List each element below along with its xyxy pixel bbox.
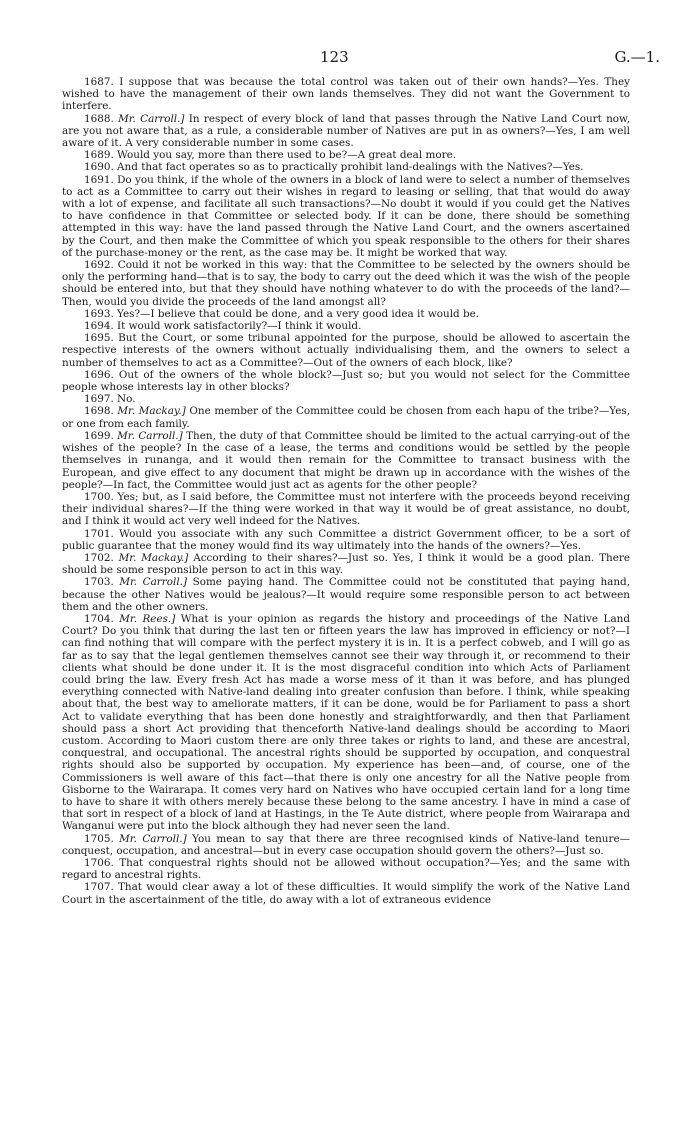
question-number: 1699. bbox=[84, 429, 114, 442]
question-number: 1698. bbox=[84, 405, 114, 418]
paragraph bbox=[62, 405, 630, 429]
speaker-name: Mr. Carroll.] bbox=[119, 576, 187, 589]
question-number: 1688. bbox=[84, 112, 114, 125]
paragraph-text: One member of the Committee could be chosen from each hapu of the tribe?—Yes, or one from each family. bbox=[62, 405, 631, 430]
speaker-name: Mr. Mackay.] bbox=[118, 551, 189, 564]
paragraph-text: 1687. I suppose that was because the total control was taken out of their own hands?—Yes. They wished to have the management of their own lands themselves. They did not want the Government to interfere. bbox=[62, 76, 630, 113]
question-number: 1704. bbox=[84, 612, 114, 625]
paragraph bbox=[62, 149, 630, 161]
paragraph bbox=[62, 576, 630, 613]
paragraph bbox=[62, 393, 630, 405]
document-reference: G.—1. bbox=[614, 48, 660, 66]
paragraph-text: 1690. And that fact operates so as to practically prohibit land-dealings with the Natives?—Yes. bbox=[84, 161, 584, 174]
paragraph-text: You mean to say that there are three recognised kinds of Native-land tenure—conquest, occupation, and ancestral—but in every case occupation should govern the others?—Just so. bbox=[62, 832, 630, 857]
page-number: 123 bbox=[320, 48, 349, 66]
paragraph-text: In respect of every block of land that passes through the Native Land Court now, are you not aware that, as a rule, a considerable number of Natives are put in as owners?—Yes, I am well aware of it. A very considerable number in some cases. bbox=[62, 112, 630, 150]
paragraph bbox=[62, 491, 630, 528]
paragraph-text: 1700. Yes; but, as I said before, the Committee must not interfere with the proceeds beyond receiving their individual shares?—If the thing were worked in that way it would be of great assistance, no doubt, and I think it would act very well indeed for the Natives. bbox=[62, 490, 630, 528]
paragraph bbox=[62, 308, 630, 320]
paragraph bbox=[62, 76, 630, 113]
paragraph bbox=[62, 174, 630, 259]
paragraph-text: According to their shares?—Just so. Yes, I think it would be a good plan. There should be some responsible person to act in this way. bbox=[62, 551, 630, 577]
speaker-name: Mr. Carroll.] bbox=[117, 429, 183, 442]
paragraph bbox=[62, 161, 630, 173]
paragraph-text: 1695. But the Court, or some tribunal appointed for the purpose, should be allowed to ascertain the respective interests of the owners without actually individualising them, and the owners to select a number of themselves to act as a Committee?—Out of the owners of each block, like? bbox=[62, 332, 630, 369]
paragraph bbox=[62, 552, 630, 576]
paragraph bbox=[62, 320, 630, 332]
paragraph bbox=[62, 613, 630, 833]
question-number: 1702. bbox=[84, 551, 114, 564]
paragraph-text: 1701. Would you associate with any such Committee a district Government officer, to be a sort of public guarantee that the money would find its way ultimately into the hands of the owners?—Yes. bbox=[62, 527, 630, 552]
paragraph bbox=[62, 881, 630, 905]
paragraph-text: 1689. Would you say, more than there used to be?—A great deal more. bbox=[84, 149, 457, 162]
paragraph-text: Some paying hand. The Committee could not be constituted that paying hand, because the other Natives would be jealous?—It would require some responsible person to act between them and the other owners. bbox=[62, 576, 630, 613]
speaker-name: Mr. Carroll.] bbox=[119, 832, 187, 845]
paragraph-text: 1707. That would clear away a lot of these difficulties. It would simplify the work of the Native Land Court in the ascertainment of the title, do away with a lot of extraneous evidence bbox=[62, 881, 630, 906]
paragraph bbox=[62, 259, 630, 308]
paragraph-text: 1692. Could it not be worked in this way: that the Committee to be selected by the owners should be only the performing hand—that is to say, the body to carry out the deed which it was the wish of the people should be entered into, but that they should have nothing whatever to do with the proceeds of the land?—Then, would you divide the proceeds of the land amongst all? bbox=[62, 259, 630, 308]
paragraph-text: 1694. It would work satisfactorily?—I think it would. bbox=[84, 320, 362, 333]
page-header bbox=[0, 48, 700, 72]
paragraph bbox=[62, 833, 630, 857]
document-body bbox=[62, 76, 630, 906]
paragraph-text: 1693. Yes?—I believe that could be done, and a very good idea it would be. bbox=[84, 307, 480, 320]
question-number: 1703. bbox=[84, 576, 114, 589]
paragraph bbox=[62, 857, 630, 881]
speaker-name: Mr. Carroll.] bbox=[118, 112, 185, 125]
paragraph-text: Then, the duty of that Committee should be limited to the actual carrying-out of the wishes of the people? In the case of a lease, the terms and conditions would be settled by the people themselves in runanga, and it would then remain for the Committee to transact business with the European, and give effect to any document that might be drawn up in accordance with the wishes of the people?—In fact, the Committee would just act as agents for the other people? bbox=[62, 429, 630, 491]
paragraph bbox=[62, 332, 630, 369]
paragraph-text: 1697. No. bbox=[84, 393, 136, 406]
paragraph bbox=[62, 369, 630, 393]
paragraph-text: What is your opinion as regards the history and proceedings of the Native Land Court? Do you think that during the last ten or fifteen years the law has improved in efficiency or not?—I can find nothing that will compare with the perfect mystery it is in. It is a perfect cobweb, and I will go as far as to say that the legal gentlemen themselves cannot see their way through it, or recommend to their clients what should be done under it. It is the most disgraceful condition into which Acts of Parliament could bring the law. Every fresh Act has made a worse mess of it than it was before, and has plunged everything connected with Native-land dealing into greater confusion than before. I think, while speaking about that, the best way to ameliorate matters, if it can be done, would be for Parliament to pass a short Act to validate everything that has been done honestly and straightforwardly, and then that Parliament should pass a short Act providing that thenceforth Native-land dealings should be according to Maori custom. According to Maori custom there are only three takes or rights to land, and these are ancestral, conquestral, and occupational. The ancestral rights should be supported by occupation, and conquestral rights should also be supported by occupation. My experience has been—and, of course, one of the Commissioners is well aware of this fact—that there is only one ancestry for all the Native people from Gisborne to the Wairarapa. It comes very hard on Natives who have occupied certain land for a long time to have to share it with others merely because these belong to the same ancestry. I have in mind a case of that sort in respect of a block of land at Hastings, in the Te Aute district, where people from Wairarapa and Wanganui were put into the block although they had never seen the land. bbox=[62, 612, 630, 833]
paragraph bbox=[62, 528, 630, 552]
paragraph bbox=[62, 430, 630, 491]
paragraph-text: 1691. Do you think, if the whole of the owners in a block of land were to select a number of themselves to act as a Committee to carry out their wishes in regard to leasing or selling, that that would do away with a lot of expense, and facilitate all such transactions?—No doubt it would if you could get the Natives to have confidence in that Committee or selected body. If it can be done, there should be something attempted in this way: have the land passed through the Native Land Court, and the owners ascertained by the Court, and then make the Committee of which you speak responsible to the others for their shares of the purchase-money or the rent, as the case may be. It might be worked that way. bbox=[62, 173, 630, 259]
paragraph-text: 1696. Out of the owners of the whole block?—Just so; but you would not select for the Committee people whose interests lay in other blocks? bbox=[62, 368, 630, 394]
paragraph-text: 1706. That conquestral rights should not be allowed without occupation?—Yes; and the same with regard to ancestral rights. bbox=[62, 857, 630, 882]
speaker-name: Mr. Rees.] bbox=[119, 612, 176, 625]
question-number: 1705. bbox=[84, 832, 114, 845]
speaker-name: Mr. Mackay.] bbox=[117, 405, 186, 418]
paragraph bbox=[62, 113, 630, 150]
